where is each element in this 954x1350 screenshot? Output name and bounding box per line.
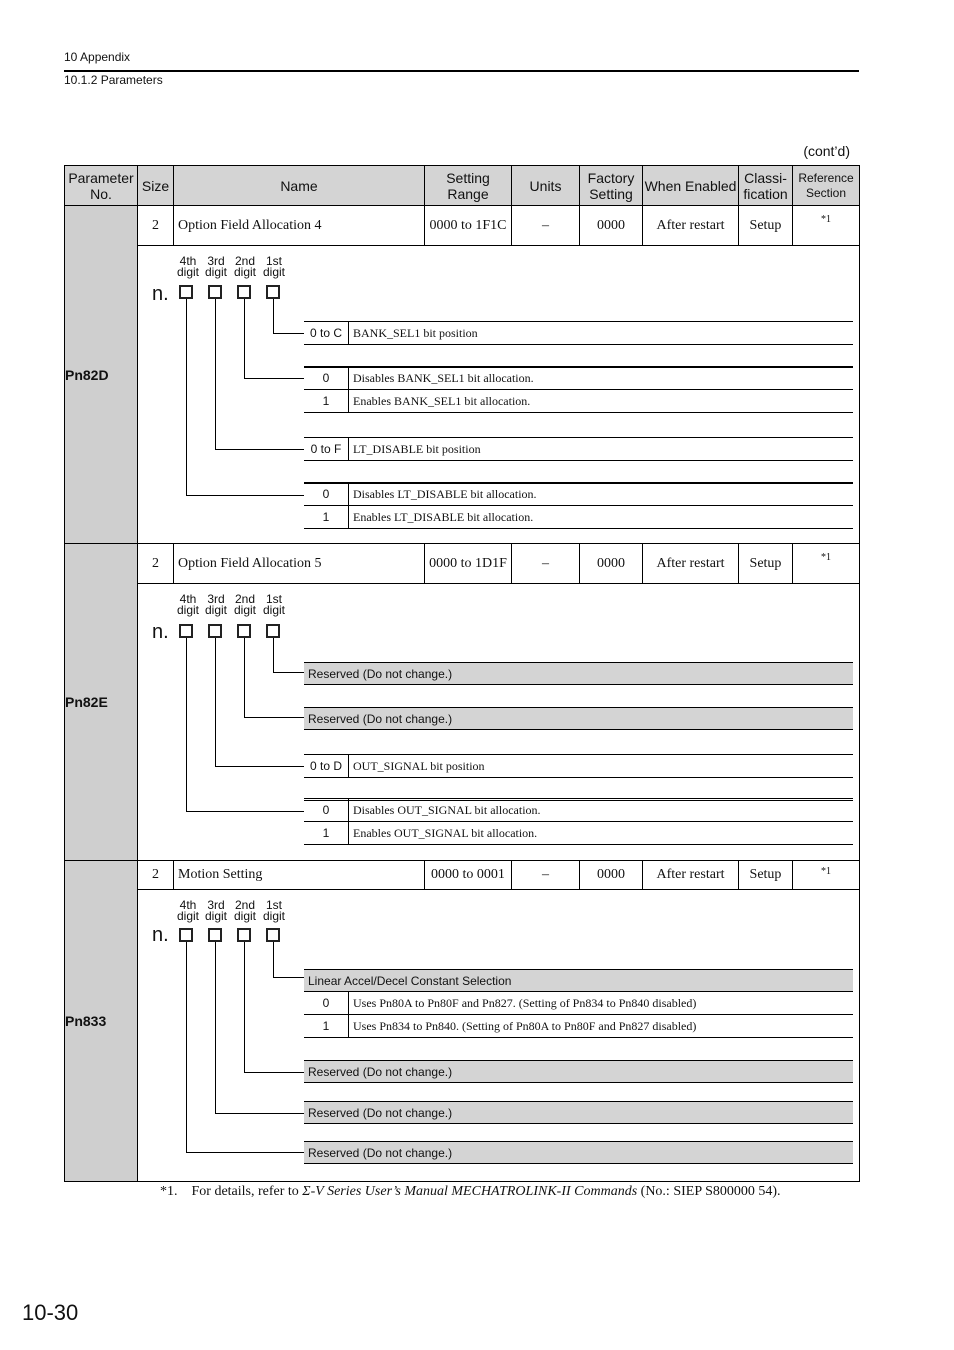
digit-options-4th <box>304 798 853 845</box>
digit-options-3rd <box>304 1101 853 1124</box>
col-header-factory-setting: Factory Setting <box>580 166 643 206</box>
digit-word: digit <box>233 909 256 923</box>
connector-line <box>273 638 274 672</box>
connector-line <box>244 638 245 717</box>
param-reference: *1 <box>793 206 860 246</box>
reserved-label: Reserved (Do not change.) <box>304 663 853 684</box>
digit-options-1st <box>304 662 853 685</box>
param-range: 0000 to 1D1F <box>425 544 512 584</box>
param-range: 0000 to 1F1C <box>425 206 512 246</box>
connector-line <box>244 1072 304 1073</box>
connector-line <box>186 495 304 496</box>
footnote-manual-title: Σ-V Series User’s Manual MECHATROLINK-II Commands <box>302 1184 638 1199</box>
connector-line <box>273 942 274 977</box>
param-classification: Setup <box>739 206 793 246</box>
param-reference: *1 <box>793 861 860 890</box>
col-header-param-no: Parameter No. <box>65 166 138 206</box>
param-size: 2 <box>138 206 174 246</box>
connector-line <box>186 811 304 812</box>
option-desc: LT_DISABLE bit position <box>353 441 481 456</box>
option-heading: Linear Accel/Decel Constant Selection <box>304 970 853 991</box>
param-name: Option Field Allocation 4 <box>174 206 425 246</box>
digit-label-2nd: 2nd <box>234 254 256 268</box>
digit-diagram-row <box>65 890 860 1182</box>
page-number: 10-30 <box>22 1300 79 1325</box>
option-desc: Disables BANK_SEL1 bit allocation. <box>353 370 534 385</box>
n-prefix: n. <box>152 283 169 305</box>
connector-line <box>215 766 304 767</box>
param-factory: 0000 <box>580 544 643 584</box>
footnote-text: For details, refer to <box>191 1184 303 1199</box>
connector-line <box>186 299 187 495</box>
option-value: 0 to D <box>304 755 349 777</box>
connector-line <box>244 299 245 378</box>
digit-label-2nd: 2nd <box>234 592 256 606</box>
option-desc: Uses Pn834 to Pn840. (Setting of Pn80A to Pn80F and Pn827 disabled) <box>353 1018 697 1033</box>
connector-line <box>186 1152 304 1153</box>
digit-word: digit <box>262 265 285 279</box>
col-header-size: Size <box>138 166 174 206</box>
running-header-chapter: 10 Appendix <box>64 50 131 64</box>
digit-word: digit <box>176 909 199 923</box>
n-prefix: n. <box>152 924 169 946</box>
option-value: 0 to C <box>304 322 349 344</box>
option-value: 1 <box>304 822 349 844</box>
digit-options-1st <box>304 969 853 1038</box>
spacer <box>304 777 853 800</box>
digit-diagram <box>138 246 860 544</box>
option-desc: Enables BANK_SEL1 bit allocation. <box>353 393 531 408</box>
option-value: 0 <box>304 992 349 1014</box>
digit-diagram-row <box>65 584 860 861</box>
footnote-text-end: (No.: SIEP S800000 54). <box>637 1184 781 1199</box>
param-name: Motion Setting <box>174 861 425 890</box>
param-classification: Setup <box>739 544 793 584</box>
col-header-reference: Reference Section <box>793 166 860 206</box>
digit-word: digit <box>176 265 199 279</box>
digit-label-2nd: 2nd <box>234 898 256 912</box>
param-when-enabled: After restart <box>643 206 739 246</box>
spacer <box>304 460 853 483</box>
digit-diagram <box>138 584 860 861</box>
footnote <box>160 1184 781 1200</box>
digit-label-1st: 1st <box>265 592 282 606</box>
digit-word: digit <box>233 265 256 279</box>
spacer <box>304 344 853 367</box>
connector-line <box>215 638 216 766</box>
option-desc: Disables LT_DISABLE bit allocation. <box>353 486 537 501</box>
col-header-classification: Classi- fication <box>739 166 793 206</box>
param-when-enabled: After restart <box>643 861 739 890</box>
param-number: Pn82D <box>65 206 138 544</box>
digit-label-3rd: 3rd <box>207 254 225 268</box>
digit-options-2nd <box>304 366 853 413</box>
digit-word: digit <box>233 603 256 617</box>
option-value: 1 <box>304 390 349 412</box>
digit-box-4th <box>179 285 193 299</box>
digit-label-4th: 4th <box>179 898 197 912</box>
reserved-label: Reserved (Do not change.) <box>304 1102 853 1123</box>
connector-line <box>244 378 304 379</box>
digit-options-1st <box>304 321 853 368</box>
table-row <box>65 544 860 584</box>
n-prefix: n. <box>152 621 169 643</box>
digit-label-4th: 4th <box>179 254 197 268</box>
digit-box-3rd <box>208 285 222 299</box>
connector-line <box>215 449 304 450</box>
param-factory: 0000 <box>580 861 643 890</box>
connector-line <box>244 942 245 1072</box>
param-number: Pn833 <box>65 861 138 1182</box>
connector-line <box>273 333 304 334</box>
digit-diagram-row <box>65 246 860 544</box>
connector-line <box>273 299 274 333</box>
reserved-label: Reserved (Do not change.) <box>304 1061 853 1082</box>
param-units: – <box>512 861 580 890</box>
option-desc: BANK_SEL1 bit position <box>353 325 478 340</box>
digit-box-1st <box>266 624 280 638</box>
option-value: 1 <box>304 1015 349 1037</box>
parameter-table <box>64 165 860 1182</box>
param-reference: *1 <box>793 544 860 584</box>
digit-options-4th <box>304 482 853 529</box>
digit-label-1st: 1st <box>265 254 282 268</box>
col-header-units: Units <box>512 166 580 206</box>
param-range: 0000 to 0001 <box>425 861 512 890</box>
option-value: 1 <box>304 506 349 528</box>
digit-box-2nd <box>237 928 251 942</box>
digit-label-4th: 4th <box>179 592 197 606</box>
param-number: Pn82E <box>65 544 138 861</box>
param-when-enabled: After restart <box>643 544 739 584</box>
digit-label-1st: 1st <box>265 898 282 912</box>
param-size: 2 <box>138 861 174 890</box>
option-value: 0 <box>304 799 349 821</box>
digit-box-3rd <box>208 928 222 942</box>
digit-box-4th <box>179 928 193 942</box>
reserved-label: Reserved (Do not change.) <box>304 708 853 729</box>
connector-line <box>244 717 304 718</box>
param-units: – <box>512 544 580 584</box>
digit-options-2nd <box>304 707 853 730</box>
digit-options-4th <box>304 1141 853 1164</box>
option-desc: Uses Pn80A to Pn80F and Pn827. (Setting of Pn834 to Pn840 disabled) <box>353 995 697 1010</box>
continued-label: (cont’d) <box>803 143 850 159</box>
digit-word: digit <box>176 603 199 617</box>
connector-line <box>186 638 187 811</box>
digit-box-4th <box>179 624 193 638</box>
connector-line <box>273 977 304 978</box>
connector-line <box>215 1113 304 1114</box>
digit-options-3rd <box>304 754 853 801</box>
digit-box-3rd <box>208 624 222 638</box>
option-desc: Enables OUT_SIGNAL bit allocation. <box>353 825 538 840</box>
running-header-section: 10.1.2 Parameters <box>64 73 163 87</box>
option-value: 0 <box>304 483 349 505</box>
digit-options-3rd <box>304 437 853 484</box>
reserved-label: Reserved (Do not change.) <box>304 1142 853 1163</box>
col-header-setting-range: Setting Range <box>425 166 512 206</box>
option-desc: Enables LT_DISABLE bit allocation. <box>353 509 534 524</box>
digit-box-2nd <box>237 624 251 638</box>
table-row <box>65 206 860 246</box>
table-row <box>65 861 860 890</box>
option-desc: Disables OUT_SIGNAL bit allocation. <box>353 802 541 817</box>
connector-line <box>186 942 187 1152</box>
param-units: – <box>512 206 580 246</box>
digit-options-2nd <box>304 1060 853 1083</box>
param-factory: 0000 <box>580 206 643 246</box>
param-name: Option Field Allocation 5 <box>174 544 425 584</box>
footnote-mark: *1. <box>160 1184 178 1199</box>
col-header-when-enabled: When Enabled <box>643 166 739 206</box>
digit-word: digit <box>262 603 285 617</box>
digit-label-3rd: 3rd <box>207 898 225 912</box>
connector-line <box>215 299 216 449</box>
option-desc: OUT_SIGNAL bit position <box>353 758 485 773</box>
param-size: 2 <box>138 544 174 584</box>
digit-box-1st <box>266 285 280 299</box>
digit-word: digit <box>262 909 285 923</box>
digit-box-2nd <box>237 285 251 299</box>
option-value: 0 <box>304 367 349 389</box>
digit-label-3rd: 3rd <box>207 592 225 606</box>
header-rule <box>64 70 859 72</box>
table-header-row <box>65 166 860 206</box>
param-classification: Setup <box>739 861 793 890</box>
digit-diagram <box>138 890 860 1182</box>
digit-word: digit <box>204 909 227 923</box>
digit-word: digit <box>204 603 227 617</box>
connector-line <box>215 942 216 1113</box>
digit-word: digit <box>204 265 227 279</box>
connector-line <box>273 672 304 673</box>
option-value: 0 to F <box>304 438 349 460</box>
digit-box-1st <box>266 928 280 942</box>
col-header-name: Name <box>174 166 425 206</box>
